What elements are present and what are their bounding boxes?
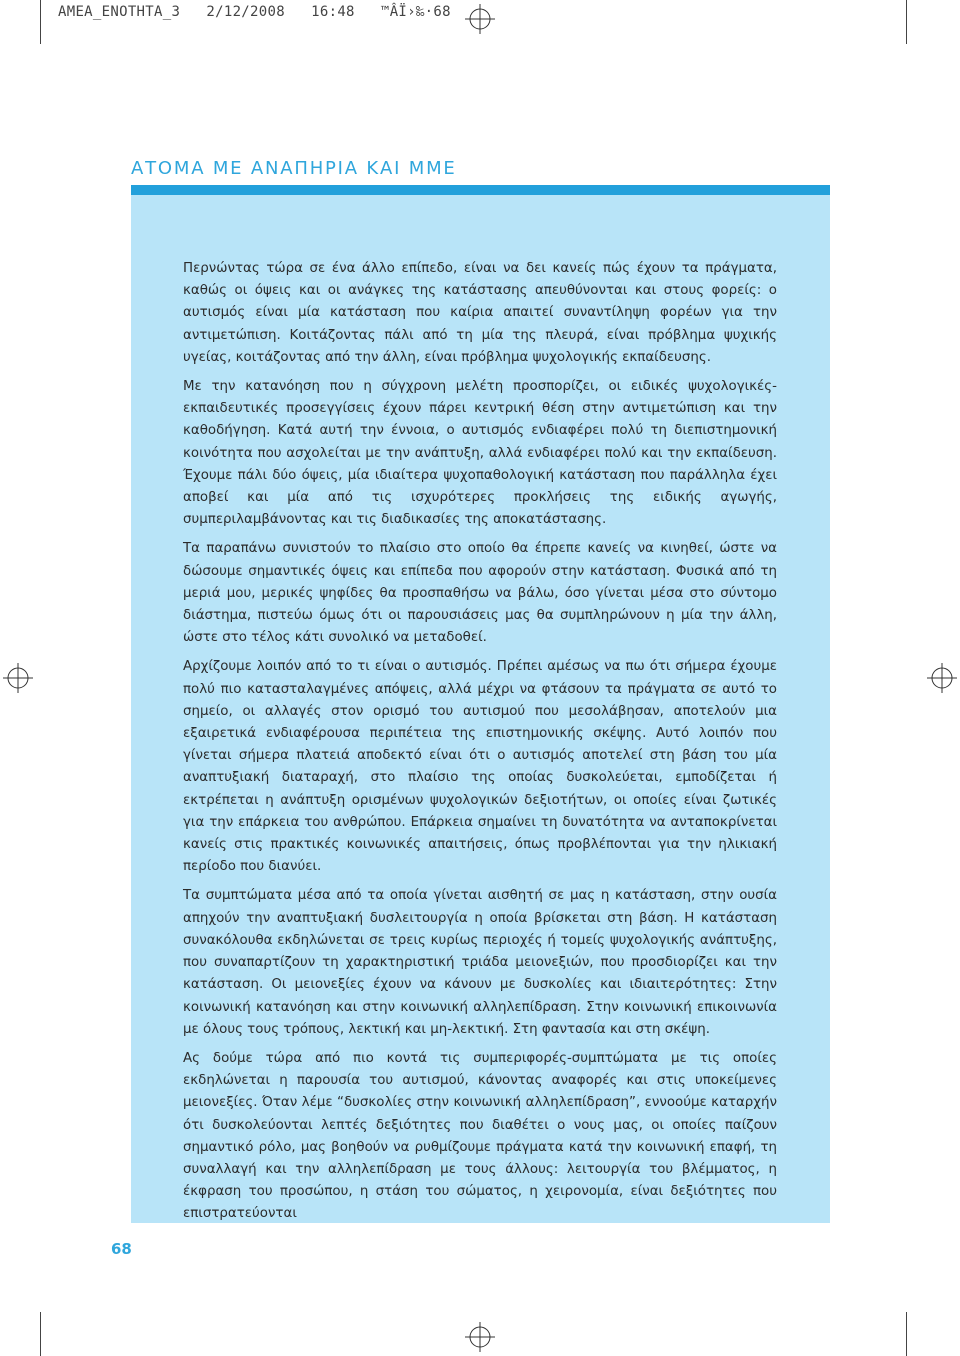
paragraph-5: Τα συμπτώματα μέσα από τα οποία γίνεται αισθητή σε μας η κατάσταση, στην ουσία απηχούν την αναπτυξιακή δυσλειτουργία η οποία βρίσκεται στη βάση. Η κατάσταση συνακόλουθα εκδηλώνεται σε τρεις κυρίως περιοχές ή τομείς ψυχολογικής ανάπτυξης, που συναπαρτίζουν τη χαρακτηριστική τριάδα μειονεξιών, που προσδιορίζει και την κατάσταση. Οι μειονεξίες έχουν να κάνουν με δυσκολίες και ιδιαιτερότητες: Στην κοινωνική κατανόηση και στην κοινωνική αλληλεπίδραση. Στην κοινωνική επικοινωνία με όλους τους τρόπους, λεκτική και μη-λεκτική. Στη φαντασία και στη σκέψη. xyxy=(183,888,777,1037)
paragraph-2: Με την κατανόηση που η σύγχρονη μελέτη προσπορίζει, οι ειδικές ψυχολογικές-εκπαιδευτικές προσεγγίσεις έχουν πάρει κεντρική θέση στην αντιμετώπιση και την καθοδήγηση. Κατά αυτή την έννοια, ο αυτισμός ενδιαφέρει πολύ τη διεπιστημονική κοινότητα που ασχολείται με την ανάπτυξη, αλλά ενδιαφέρει πολύ και την εκπαίδευση. Έχουμε πάλι δύο όψεις, μία ιδιαίτερα ψυχοπαθολογική κατάσταση που παράλληλα έχει αποβεί και μία από τις ισχυρότερες προκλήσεις της ειδικής αγωγής, συμπεριλαμβάνοντας και τις διαδικασίες της αποκατάστασης. xyxy=(183,379,777,528)
section-title: ΑΤΟΜΑ ΜΕ ΑΝΑΠΗΡΙΑ ΚΑΙ ΜΜΕ xyxy=(131,158,457,179)
paragraph-3: Τα παραπάνω συνιστούν το πλαίσιο στο οποίο θα έπρεπε κανείς να κινηθεί, ώστε να δώσουμε σημαντικές όψεις και επίπεδα που αφορούν στην κατάσταση. Φυσικά από τη μεριά μου, μερικές ψηφίδες θα προσπαθήσω να βάλω, όσο γίνεται μέσα στο σύντομο διάστημα, πιστεύω όμως ότι οι παρουσιάσεις μας θα συμπληρώνουν η μία την άλλη, ώστε στο τέλος κάτι συνολικό να μεταδοθεί. xyxy=(183,541,777,646)
crop-mark-top-right xyxy=(906,0,907,44)
title-rule xyxy=(131,185,830,195)
crop-mark-bottom-right xyxy=(906,1312,907,1356)
registration-mark-top-icon xyxy=(465,4,495,34)
page-number: 68 xyxy=(111,1240,132,1258)
paragraph-6: Ας δούμε τώρα από πιο κοντά τις συμπεριφορές-συμπτώματα με τις οποίες εκδηλώνεται η παρουσία του αυτισμού, κάνοντας αναφορές και στις υποκείμενες μειονεξίες. Όταν λέμε “δυσκολίες στην κοινωνική αλληλεπίδραση”, εννοούμε καταρχήν ότι δυσκολεύονται λεπτές δεξιότητες που διαθέτει ο νους μας, οι οποίες παίζουν σημαντικό ρόλο, μας βοηθούν να ρυθμίζουμε πράγματα κατά την κοινωνική επαφή, τη συναλλαγή και την αλληλεπίδραση με τους άλλους: λειτουργία του βλέμματος, η έκφραση του προσώπου, η στάση του σώματος, η χειρονομία, είναι δεξιότητες που επιστρατεύονται xyxy=(183,1050,777,1222)
registration-mark-left-icon xyxy=(3,663,33,693)
body-text xyxy=(183,258,777,1233)
print-slug: AMEA_ENOTHTA_3 2/12/2008 16:48 ™ÂÏ›‰·68 xyxy=(58,4,451,20)
paragraph-4: Αρχίζουμε λοιπόν από το τι είναι ο αυτισμός. Πρέπει αμέσως να πω ότι σήμερα έχουμε πολύ πιο κατασταλαγμένες απόψεις, αλλά μέχρι να φτάσουν τα πράγματα σε αυτό το σημείο, οι αλλαγές στον ορισμό του αυτισμού που μεσολάβησαν, αποτελούν μια εξαιρετικά ενδιαφέρουσα περιπέτεια της επιστημονικής σκέψης. Αυτό λοιπόν που γίνεται σήμερα πλατειά αποδεκτό είναι ότι ο αυτισμός αποτελεί στη βάση του μία αναπτυξιακή διαταραχή, στο πλαίσιο της οποίας δυσκολεύεται, εμποδίζεται ή εκτρέπεται η ανάπτυξη ορισμένων ψυχολογικών δεξιοτήτων, οι οποίες είναι ζωτικές για την επάρκεια του ανθρώπου. Επάρκεια σημαίνει τη δυνατότητα να ανταποκρίνεται κανείς στις πρακτικές κοινωνικές απαιτήσεις, όπως προβλέπονται για την ηλικιακή περίοδο που διανύει. xyxy=(183,659,777,875)
registration-mark-right-icon xyxy=(927,663,957,693)
paragraph-1: Περνώντας τώρα σε ένα άλλο επίπεδο, είναι να δει κανείς πώς έχουν τα πράγματα, καθώς οι όψεις και οι ανάγκες της κατάστασης απευθύνονται και στους φορείς: ο αυτισμός είναι μία κατάσταση που καίρια απαιτεί συναντίληψη φορέων για την αντιμετώπιση. Κοιτάζοντας πάλι από τη μία της πλευρά, είναι πρόβλημα ψυχικής υγείας, κοιτάζοντας από την άλλη, είναι πρόβλημα ψυχολογικής εκπαίδευσης. xyxy=(183,261,777,365)
crop-mark-bottom-left xyxy=(40,1312,41,1356)
crop-mark-top-left xyxy=(40,0,41,44)
registration-mark-bottom-icon xyxy=(465,1322,495,1352)
